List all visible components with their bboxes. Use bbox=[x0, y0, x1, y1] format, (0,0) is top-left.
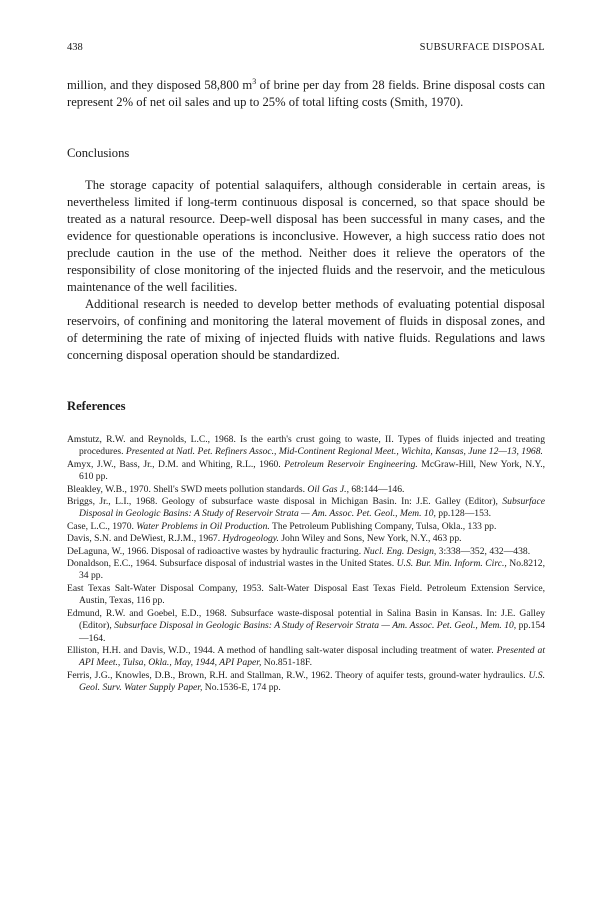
reference-item: Amstutz, R.W. and Reynolds, L.C., 1968. Is the earth's crust going to waste, II. Types of fluids injected and treating procedures. Presented at Natl. Pet. Refiners Assoc., Mid-Continent Regional Meet., Wichita, Kansas, June 12—13, 1968. bbox=[67, 434, 545, 458]
reference-item: Amyx, J.W., Bass, Jr., D.M. and Whiting, R.L., 1960. Petroleum Reservoir Engineering. McGraw-Hill, New York, N.Y., 610 pp. bbox=[67, 458, 546, 483]
reference-item: Bleakley, W.B., 1970. Shell's SWD meets pollution standards. Oil Gas J., 68:144—146. bbox=[67, 483, 405, 495]
reference-item: DeLaguna, W., 1966. Disposal of radioactive wastes by hydraulic fracturing. Nucl. Eng. Design, 3:338—352, 432—438. bbox=[67, 545, 531, 557]
running-title: SUBSURFACE DISPOSAL bbox=[419, 42, 545, 53]
reference-list bbox=[67, 434, 545, 695]
conclusions-body bbox=[67, 177, 545, 364]
references-heading: References bbox=[67, 399, 126, 413]
reference-item: East Texas Salt-Water Disposal Company, 1953. Salt-Water Disposal East Texas Field. Petroleum Extension Service, Austin, Texas, 116 pp. bbox=[67, 582, 545, 607]
reference-item: Case, L.C., 1970. Water Problems in Oil Production. The Petroleum Publishing Company, Tulsa, Okla., 133 pp. bbox=[67, 520, 497, 532]
reference-item: Briggs, Jr., L.I., 1968. Geology of subsurface waste disposal in Michigan Basin. In: J.E. Galley (Editor), Subsurface Disposal in Geologic Basins: A Study of Reservoir Strata — Am. Assoc. Pet. Geol., Mem. 10, pp.128—153. bbox=[67, 496, 545, 520]
reference-item: Davis, S.N. and DeWiest, R.J.M., 1967. Hydrogeology. John Wiley and Sons, New York, N.Y., 463 pp. bbox=[67, 533, 462, 545]
reference-item: Edmund, R.W. and Goebel, E.D., 1968. Subsurface waste-disposal potential in Salina Basin in Kansas. In: J.E. Galley (Editor), Subsurface Disposal in Geologic Basins: A Study of Reservoir Strata — Am. Assoc. Pet. Geol., Mem. 10, pp.154—164. bbox=[67, 607, 546, 644]
conclusions-paragraph-2: Additional research is needed to develop better methods of evaluating potential disposal reservoirs, of confining and monitoring the lateral movement of fluids in disposal zones, and of determining the rate of mixing of injected fluids with native fluids. Regulations and laws concerning disposal operation should be standardized. bbox=[67, 297, 545, 362]
conclusions-paragraph-1: The storage capacity of potential salaquifers, although considerable in certain areas, is nevertheless limited if long-term continuous disposal is concerned, so that space should be treated as a natural resource. Deep-well disposal has been successful in many cases, and the evidence for questionable operations is inconclusive. However, a high success ratio does not preclude caution in the use of the method. Neither does it relieve the operators of the responsibility of close monitoring of the injected fluids and the reservoir, and the meticulous maintenance of the well facilities. bbox=[67, 178, 545, 294]
reference-item: Ferris, J.G., Knowles, D.B., Brown, R.H. and Stallman, R.W., 1962. Theory of aquifer tests, ground-water hydraulics. U.S. Geol. Surv. Water Supply Paper, No.1536-E, 174 pp. bbox=[67, 669, 545, 694]
page-number: 438 bbox=[67, 42, 83, 53]
superscript: 3 bbox=[252, 76, 257, 86]
intro-paragraph: million, and they disposed 58,800 $m^3$ of brine per day from 28 fields. Brine disposal costs can represent 2% of net oil sales and up to 25% of total lifting costs (Smith, 1970). bbox=[67, 76, 545, 109]
reference-item: Elliston, H.H. and Davis, W.D., 1944. A method of handling salt-water disposal including treatment of water. Presented at API Meet., Tulsa, Okla., May, 1944, API Paper, No.851-18F. bbox=[67, 644, 545, 669]
reference-item: Donaldson, E.C., 1964. Subsurface disposal of industrial wastes in the United States. U.S. Bur. Min. Inform. Circ., No.8212, 34 pp. bbox=[67, 558, 546, 582]
conclusions-heading: Conclusions bbox=[67, 146, 130, 160]
